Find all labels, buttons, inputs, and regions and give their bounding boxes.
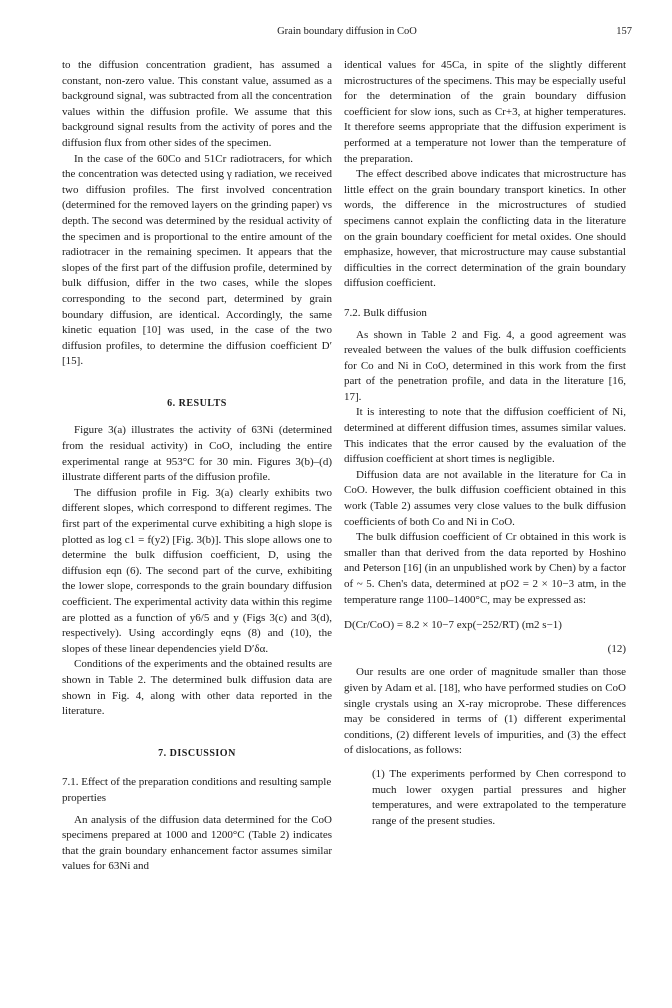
right-column bbox=[344, 58, 626, 829]
paragraph: The effect described above indicates that microstructure has little effect on the grain boundary transport kinetics. In other words, the difference in the microstructures of studied specimens cannot explain the conflicting data in the literature on the grain boundary coefficient for metal oxides. One should emphasize, however, that microstructure may cause substantial difficulties in the correct determination of the grain boundary diffusion coefficient. bbox=[344, 168, 626, 290]
paragraph: identical values for 45Ca, in spite of the slightly different microstructures of the specimens. This may be especially useful for the determination of the grain boundary diffusion coefficient for slow ions, such as Cr+3, at higher temperatures. It therefore seems appropriate that the diffusion experiment is performed at a temperature not lower than the temperature of the preparation. bbox=[344, 59, 626, 165]
paragraph: Figure 3(a) illustrates the activity of 63Ni (determined from the residual activity) in CoO, including the entire experimental range at 953°C for 30 min. Figures 3(b)–(d) illustrate different parts of the diffusion profile. bbox=[62, 424, 332, 484]
paragraph: The diffusion profile in Fig. 3(a) clearly exhibits two different slopes, which correspond to different regimes. The first part of the experimental curve exhibiting a high slope is plotted as log c1 = f(y2) [Fig. 3(b)]. This slope allows one to determine the bulk diffusion coefficient, D, using the diffusion eqn (6). The second part of the curve, exhibiting the lower slope, corresponds to the grain boundary diffusion coefficient. The experimental activity data within this regime are plotted as a function of y6/5 and y (Figs 3(c) and 3(d), respectively). Using accordingly eqns (8) and (10), the slopes of these linear dependencies yield D′δα. bbox=[62, 486, 332, 655]
section-heading-discussion: 7. DISCUSSION bbox=[158, 747, 236, 759]
list-item: (1) The experiments performed by Chen correspond to much lower oxygen partial pressures and higher temperatures, and were extrapolated to the temperature range of the present studies. bbox=[372, 767, 626, 827]
equation-number: (12) bbox=[607, 642, 626, 655]
paragraph: Conditions of the experiments and the obtained results are shown in Table 2. The determined bulk diffusion data are shown in Fig. 4, along with other data reported in the literature. bbox=[62, 658, 332, 718]
page-number: 157 bbox=[616, 26, 632, 37]
equation-body: D(Cr/CoO) = 8.2 × 10−7 exp(−252/RT) (m2 s−1) bbox=[344, 619, 562, 632]
subsection-heading: 7.1. Effect of the preparation conditions and resulting sample properties bbox=[62, 776, 332, 804]
subsection-heading: 7.2. Bulk diffusion bbox=[344, 306, 427, 319]
paragraph: As shown in Table 2 and Fig. 4, a good agreement was revealed between the values of the bulk diffusion coefficients for Co and Ni in CoO, determined in this work from the first part of the penetration profile, and data in the literature [16, 17]. bbox=[344, 328, 626, 403]
left-column bbox=[62, 58, 332, 875]
paragraph: to the diffusion concentration gradient, has assumed a constant, non-zero value. This constant value, assumed as a background signal, was subtracted from all the concentration values within the diffusion profile. We assume that this background signal results from the activity of pores and the diffusion flux from other sides of the specimen. bbox=[62, 59, 332, 149]
paragraph: It is interesting to note that the diffusion coefficient of Ni, determined at different diffusion times, assumes similar values. This indicates that the error caused by the evaluation of the diffusion coefficient at short times is negligible. bbox=[344, 406, 626, 466]
paragraph: An analysis of the diffusion data determined for the CoO specimens prepared at 1000 and 1200°C (Table 2) indicates that the grain boundary enhancement factor assumes similar values for 63Ni and bbox=[62, 813, 332, 873]
running-title: Grain boundary diffusion in CoO bbox=[277, 26, 417, 37]
equation bbox=[344, 618, 626, 634]
paragraph: In the case of the 60Co and 51Cr radiotracers, for which the concentration was detected using γ radiation, we received two diffusion profiles. The first involved concentration (determined for the removed layers on the grinding paper) vs depth. The second was determined by the residual activity of the specimen and is proportional to the entire amount of the radiotracer in the remaining specimen. It appears that the slopes of the first part of the diffusion profile, determined by bulk diffusion, differ in the two cases, while the slopes corresponding to the second part, determined by grain boundary diffusion, are identical. Accordingly, the same kinetic equation [10] was used, in the case of the two diffusion profiles, to determine the diffusion coefficient D′ [15]. bbox=[62, 152, 332, 368]
section-heading-results: 6. RESULTS bbox=[167, 397, 227, 409]
running-header bbox=[62, 24, 632, 40]
paragraph: Diffusion data are not available in the literature for Ca in CoO. However, the bulk diffusion coefficient obtained in this work (Table 2) assumes very close values to the bulk diffusion coefficients of both Co and Ni in CoO. bbox=[344, 468, 626, 528]
paragraph: The bulk diffusion coefficient of Cr obtained in this work is smaller than that derived from the data reported by Hoshino and Peterson [16] (in an unpublished work by Chen) by a factor of ~ 5. Chen's data, determined at pO2 = 2 × 10−3 atm, in the temperature range 1100–1400°C, may be expressed as: bbox=[344, 531, 626, 606]
paragraph: Our results are one order of magnitude smaller than those given by Adam et al. [18], who have performed studies on CoO single crystals using an X-ray microprobe. These differences may be considered in terms of (1) different experimental conditions, (2) different levels of impurities, and (3) the effect of dislocations, as follows: bbox=[344, 666, 626, 757]
